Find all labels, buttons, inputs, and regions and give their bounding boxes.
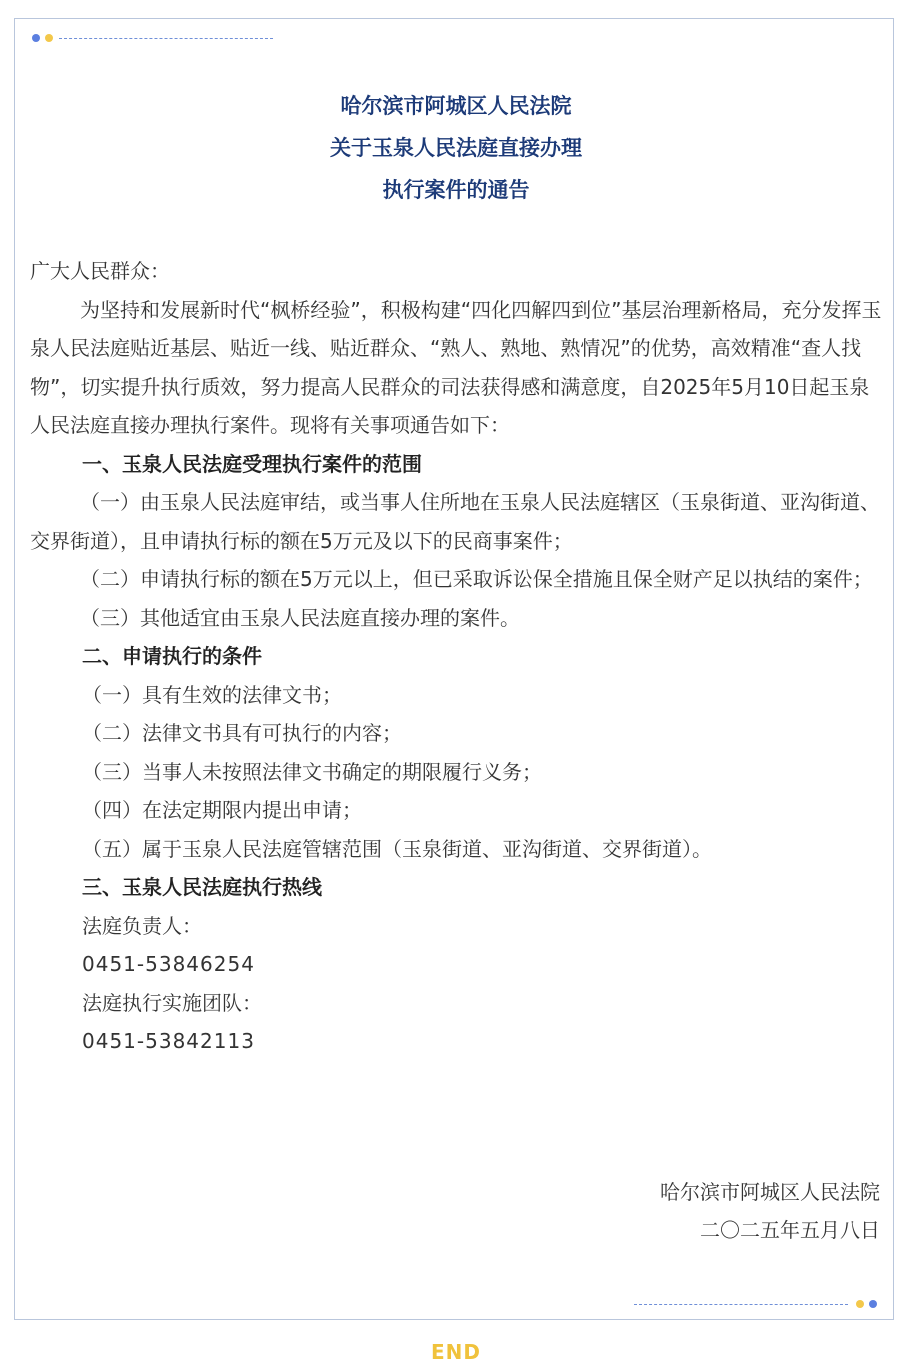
section-2-heading: 二、申请执行的条件 xyxy=(82,644,262,668)
top-decoration xyxy=(32,32,273,44)
section-2-item: （五）属于玉泉人民法庭管辖范围（玉泉街道、亚沟街道、交界街道）。 xyxy=(82,836,712,861)
contact-2-label: 法庭执行实施团队： xyxy=(82,990,262,1015)
signature-date: 二〇二五年五月八日 xyxy=(700,1218,880,1242)
blue-dot-icon xyxy=(869,1300,877,1308)
title-line-1: 哈尔滨市阿城区人民法院 xyxy=(340,94,572,118)
section-1-item: （一）由玉泉人民法庭审结，或当事人住所地在玉泉人民法庭辖区（玉泉街道、亚沟街道、交界街道），且申请执行标的额在5万元及以下的民商事案件； xyxy=(30,490,880,553)
yellow-dot-icon xyxy=(45,34,53,42)
section-3-heading: 三、玉泉人民法庭执行热线 xyxy=(82,875,322,899)
intro-paragraph: 为坚持和发展新时代“枫桥经验”，积极构建“四化四解四到位”基层治理新格局，充分发挥玉泉人民法庭贴近基层、贴近一线、贴近群众、“熟人、熟地、熟情况”的优势，高效精准“查人找物”，切实提升执行质效，努力提高人民群众的司法获得感和满意度，自2025年5月10日起玉泉人民法庭直接办理执行案件。现将有关事项通告如下： xyxy=(30,297,882,437)
notice-body xyxy=(30,252,882,1061)
contact-1-phone[interactable]: 0451-53846254 xyxy=(82,952,255,976)
end-marker: END xyxy=(430,1340,481,1364)
bottom-decoration xyxy=(634,1298,877,1310)
dashed-divider xyxy=(634,1304,848,1305)
contact-2-phone[interactable]: 0451-53842113 xyxy=(82,1029,255,1053)
yellow-dot-icon xyxy=(856,1300,864,1308)
salutation: 广大人民群众： xyxy=(30,259,170,283)
contact-1-label: 法庭负责人： xyxy=(82,913,202,938)
section-2-item: （一）具有生效的法律文书； xyxy=(82,682,342,707)
section-1-heading: 一、玉泉人民法庭受理执行案件的范围 xyxy=(82,451,422,476)
section-2-item: （二）法律文书具有可执行的内容； xyxy=(82,721,402,745)
section-1-item: （二）申请执行标的额在5万元以上，但已采取诉讼保全措施且保全财产足以执结的案件； xyxy=(80,567,873,591)
dashed-divider xyxy=(59,38,273,39)
title-line-2: 关于玉泉人民法庭直接办理 xyxy=(330,136,582,160)
section-2-item: （三）当事人未按照法律文书确定的期限履行义务； xyxy=(82,759,542,784)
signature-org: 哈尔滨市阿城区人民法院 xyxy=(660,1180,880,1204)
section-2-item: （四）在法定期限内提出申请； xyxy=(82,798,362,822)
title-line-3: 执行案件的通告 xyxy=(382,178,530,202)
section-1-item: （三）其他适宜由玉泉人民法庭直接办理的案件。 xyxy=(80,605,520,630)
blue-dot-icon xyxy=(32,34,40,42)
